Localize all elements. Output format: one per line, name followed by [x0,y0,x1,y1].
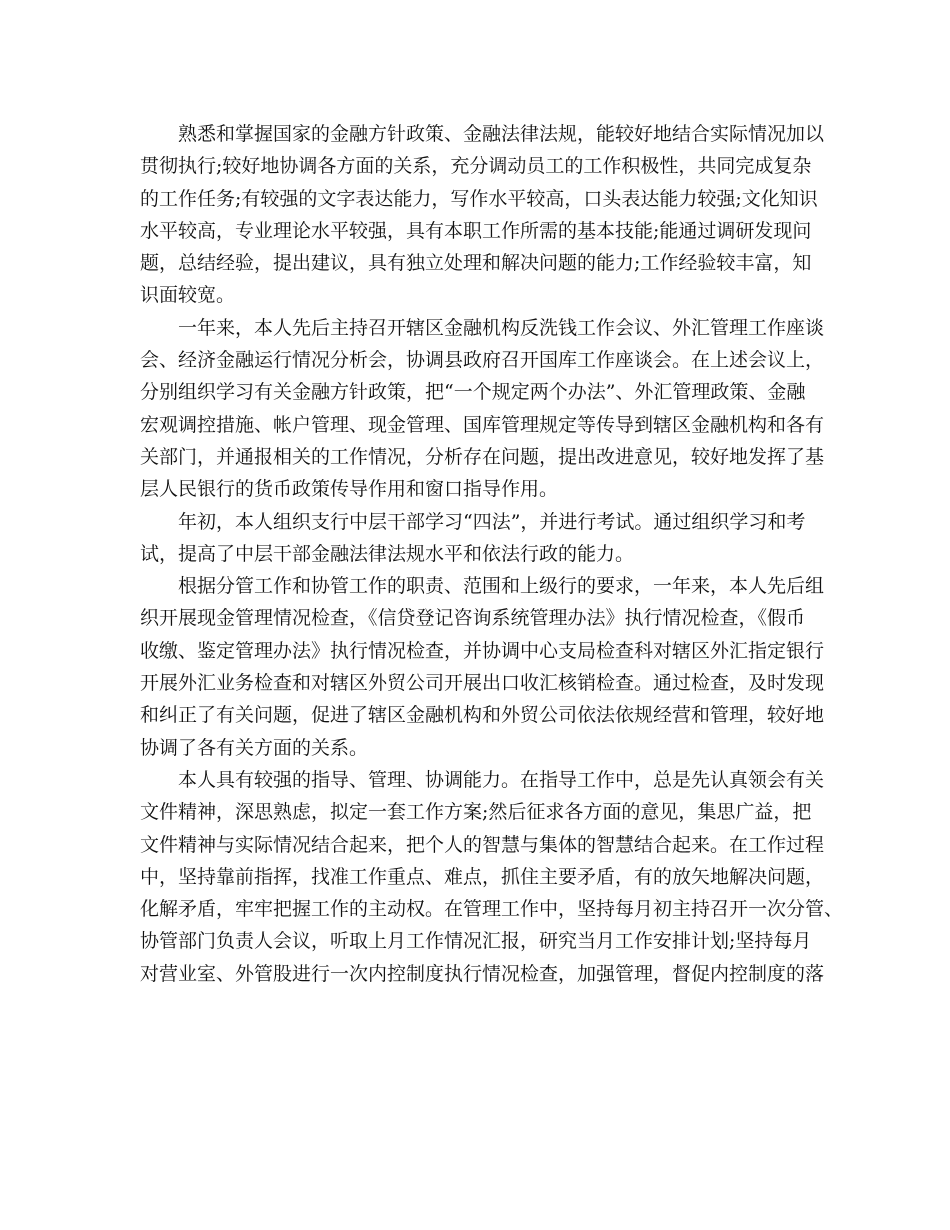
text-line: 年初，本人组织支行中层干部学习“四法”，并进行考试。通过组织学习和考 [178,510,806,533]
text-line: 对营业室、外管股进行一次内控制度执行情况检查，加强管理，督促内控制度的落 [140,962,825,985]
text-line: 织开展现金管理情况检查，《信贷登记咨询系统管理办法》执行情况检查，《假币 [140,607,806,630]
text-line: 试，提高了中层干部金融法律法规水平和依法行政的能力。 [140,542,635,565]
text-line: 收缴、鉴定管理办法》执行情况检查，并协调中心支局检查科对辖区外汇指定银行 [140,639,825,662]
text-line: 的工作任务;有较强的文字表达能力，写作水平较高，口头表达能力较强;文化知识 [140,187,818,210]
text-line: 本人具有较强的指导、管理、协调能力。在指导工作中，总是先认真领会有关 [178,768,825,791]
text-line: 协调了各有关方面的关系。 [140,736,369,759]
text-line: 文件精神，深思熟虑，拟定一套工作方案;然后征求各方面的意见，集思广益，把 [140,801,812,824]
text-line: 中，坚持靠前指挥，找准工作重点、难点，抓住主要矛盾，有的放矢地解决问题， [140,865,825,888]
text-line: 宏观调控措施、帐户管理、现金管理、国库管理规定等传导到辖区金融机构和各有 [140,413,825,436]
text-line: 题，总结经验，提出建议，具有独立处理和解决问题的能力;工作经验较丰富，知 [140,252,812,275]
paragraph [140,118,825,312]
text-line: 识面较宽。 [140,284,236,307]
text-line: 和纠正了有关问题，促进了辖区金融机构和外贸公司依法依规经营和管理，较好地 [140,704,825,727]
paragraph [140,570,825,764]
paragraph [140,312,825,506]
text-line: 化解矛盾，牢牢把握工作的主动权。在管理工作中，坚持每月初主持召开一次分管、 [140,898,844,921]
text-line: 文件精神与实际情况结合起来，把个人的智慧与集体的智慧结合起来。在工作过程 [140,833,825,856]
paragraph [140,506,815,571]
paragraph [140,764,844,990]
text-line: 协管部门负责人会议，听取上月工作情况汇报，研究当月工作安排计划;坚持每月 [140,930,812,953]
text-line: 一年来，本人先后主持召开辖区金融机构反洗钱工作会议、外汇管理工作座谈 [178,316,825,339]
text-line: 根据分管工作和协管工作的职责、范围和上级行的要求，一年来，本人先后组 [178,575,825,598]
text-line: 开展外汇业务检查和对辖区外贸公司开展出口收汇核销检查。通过检查，及时发现 [140,672,825,695]
text-line: 水平较高，专业理论水平较强，具有本职工作所需的基本技能;能通过调研发现问 [140,219,812,242]
text-line: 熟悉和掌握国家的金融方针政策、金融法律法规，能较好地结合实际情况加以 [178,123,825,145]
text-line: 分别组织学习有关金融方针政策，把“一个规定两个办法”、外汇管理政策、金融 [140,381,806,404]
text-line: 层人民银行的货币政策传导作用和窗口指导作用。 [140,478,559,501]
text-line: 贯彻执行;较好地协调各方面的关系，充分调动员工的工作积极性，共同完成复杂 [140,155,812,178]
text-line: 会、经济金融运行情况分析会，协调县政府召开国库工作座谈会。在上述会议上， [140,349,825,372]
document-body [140,118,844,990]
text-line: 关部门，并通报相关的工作情况，分析存在问题，提出改进意见，较好地发挥了基 [140,445,825,468]
